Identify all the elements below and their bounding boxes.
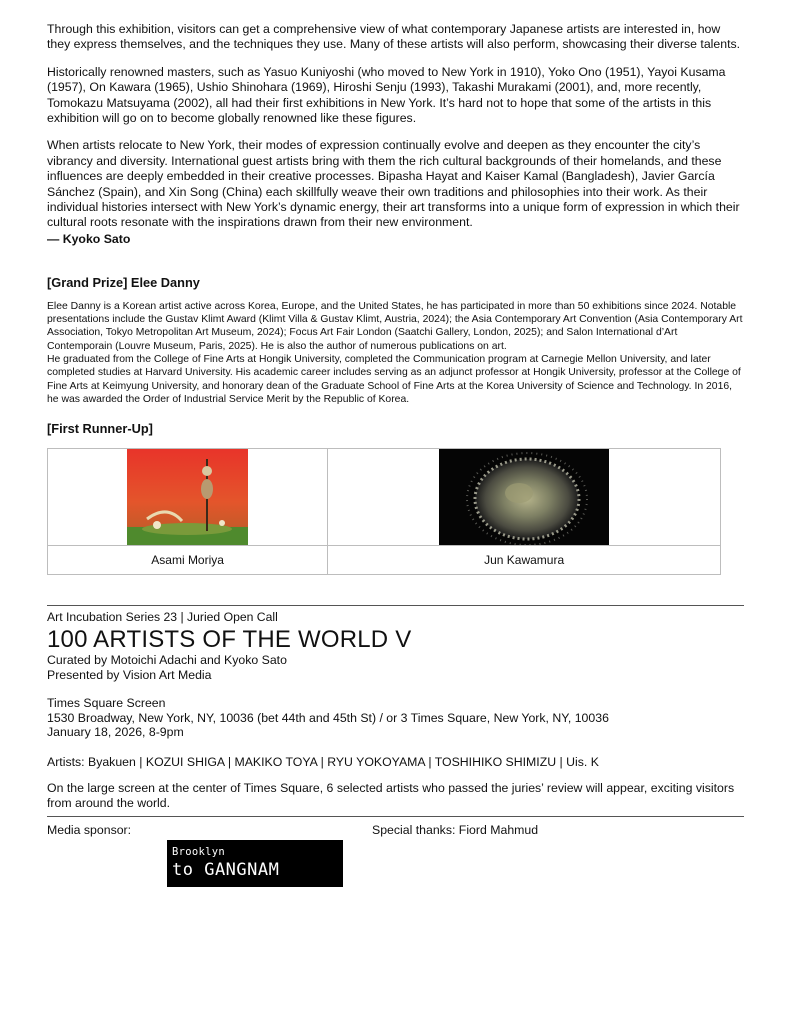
special-thanks: Special thanks: Fiord Mahmud [372,823,539,838]
document-page [47,22,744,897]
event-series: Art Incubation Series 23 | Juried Open Call [47,610,278,625]
runner-up-name-2: Jun Kawamura [328,546,721,575]
artwork-image-jun-kawamura [439,449,609,545]
event-address: 1530 Broadway, New York, NY, 10036 (bet 44th and 45th St) / or 3 Times Square, New York, NY, 10036 [47,710,609,725]
logo-line-1: Brooklyn [172,846,225,859]
runner-up-image-cell-2 [328,449,721,546]
runner-up-heading: [First Runner-Up] [47,421,153,437]
event-description: On the large screen at the center of Times Square, 6 selected artists who passed the juries’ review will appear, exciting visitors from around the world. [47,781,735,810]
runner-up-table [47,448,721,575]
event-artists: Artists: Byakuen | KOZUI SHIGA | MAKIKO TOYA | RYU YOKOYAMA | TOSHIHIKO SHIMIZU | Uis. K [47,754,599,769]
divider-top [47,605,744,606]
grand-prize-bio-1: Elee Danny is a Korean artist active across Korea, Europe, and the United States, he has participated in more than 50 exhibitions since 2024. Notable presentations include the Gustav Klimt Award (Klimt Villa & Gustav Klimt, Austria, 2024); the Asia Contemporary Art Convention (Asia Contemporary Art Association, Tokyo Metropolitan Art Museum, 2024); Focus Art Fair London (Saatchi Gallery, London, 2025); and Salon International d’Art Contemporain (Louvre Museum, Paris, 2025). He is also the author of numerous publications on art. [47,300,743,352]
runner-up-image-cell-1 [48,449,328,546]
event-date: January 18, 2026, 8-9pm [47,725,184,740]
grand-prize-heading: [Grand Prize] Elee Danny [47,274,200,290]
intro-paragraph-3: When artists relocate to New York, their modes of expression continually evolve and deepen as they encounter the city’s vibrancy and diversity. International guest artists bring with them the rich cultural backgrounds of their homelands, and these influences are deeply embedded in their creative processes. Bipasha Hayat and Kaiser Kamal (Bangladesh), Javier García Sánchez (Spain), and Xin Song (China) each skillfully weave their own traditions and philosophies into their work. As their individual histories intersect with New York’s dynamic energy, their art transforms into a unique form of expression in which their cultural roots resonate with the inspirations drawn from their new environment. [47,138,740,230]
event-title: 100 ARTISTS OF THE WORLD V [47,626,412,654]
logo-line-2: to GANGNAM [172,860,280,881]
grand-prize-bio-2: He graduated from the College of Fine Arts at Hongik University, completed the Communication program at Carnegie Mellon University, and later completed studies at Harvard University. His academic career includes serving as an adjunct professor at Hongik University, professor at the College of Fine Arts at Keimyung University, and honorary dean of the Graduate School of Fine Arts at the Korea University of Science and Technology. In 2016, he was awarded the Order of Industrial Service Merit by the Republic of Korea. [47,354,741,405]
intro-paragraph-2: Historically renowned masters, such as Yasuo Kuniyoshi (who moved to New York in 1910), Yoko Ono (1951), Yayoi Kusama (1957), On Kawara (1965), Ushio Shinohara (1969), Hiroshi Senju (1993), Takashi Murakami (2001), and, more recently, Tomokazu Matsuyama (2002), all had their first exhibitions in New York. It’s hard not to hope that some of the artists in this exhibition will go on to become globally renowned like these figures. [47,64,726,126]
intro-paragraph-1: Through this exhibition, visitors can get a comprehensive view of what contemporary Japanese artists are interested in, how they express themselves, and the techniques they use. Many of these artists will also perform, showcasing their diverse talents. [47,22,741,52]
sponsors-section [47,817,744,897]
media-sponsor-label: Media sponsor: [47,823,132,838]
runner-up-name-1: Asami Moriya [48,546,328,575]
event-presented: Presented by Vision Art Media [47,667,212,682]
event-venue: Times Square Screen [47,696,166,711]
brooklyn-to-gangnam-logo [167,840,343,887]
event-curated: Curated by Motoichi Adachi and Kyoko Sato [47,653,287,668]
artwork-image-asami-moriya [127,449,248,545]
intro-signature: — Kyoko Sato [47,231,131,246]
